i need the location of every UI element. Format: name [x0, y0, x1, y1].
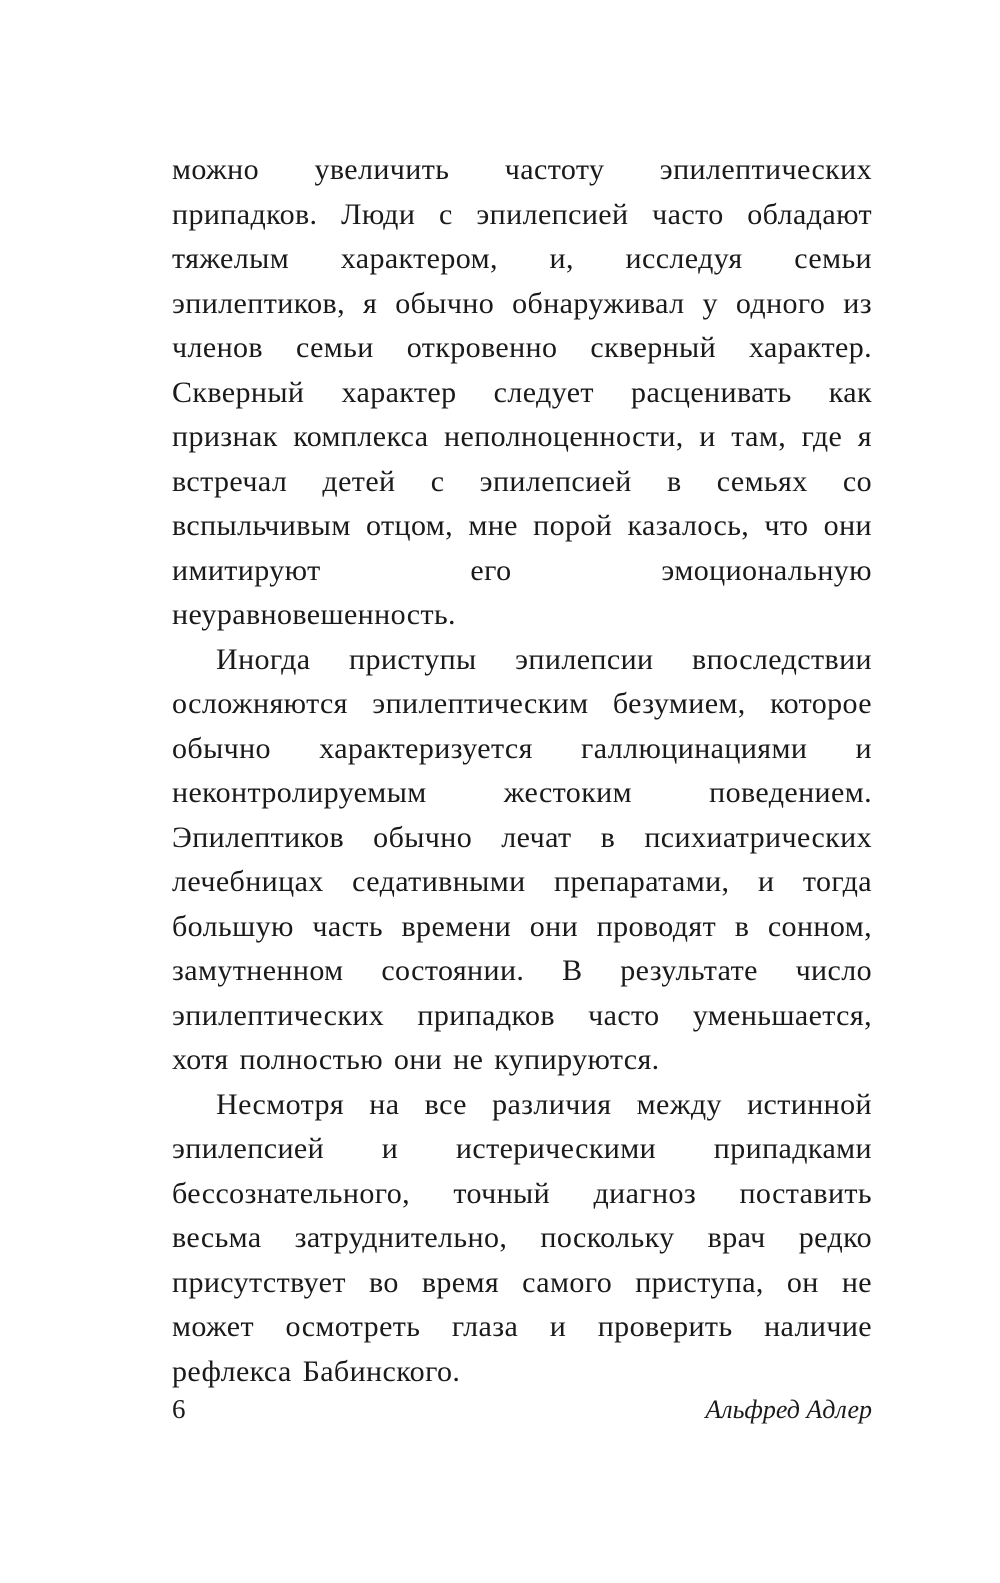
page-text-block	[172, 148, 872, 1394]
author-name: Альфред Адлер	[705, 1395, 872, 1424]
paragraph: Иногда приступы эпилепсии впоследствии осложняются эпилептическим безумием, которое обычно характеризуется галлюцинациями и неконтролируемым жестоким поведением. Эпилептиков обычно лечат в психиатрических лечебницах седативными препаратами, и тогда большую часть времени они проводят в сонном, замутненном состоянии. В результате число эпилептических припадков часто уменьшается, хотя полностью они не купируются.	[172, 642, 872, 1076]
paragraph: можно увеличить частоту эпилептических припадков. Люди с эпилепсией часто обладают тяжелым характером, и, исследуя семьи эпилептиков, я обычно обнаруживал у одного из членов семьи откровенно скверный характер. Скверный характер следует расценивать как признак комплекса неполноценности, и там, где я встречал детей с эпилепсией в семьях со вспыльчивым отцом, мне порой казалось, что они имитируют его эмоциональную неуравновешенность.	[172, 153, 872, 631]
page-number: 6	[172, 1394, 186, 1424]
page-footer	[172, 1394, 872, 1425]
paragraph: Несмотря на все различия между истинной эпилепсией и истерическими припадками бессознательного, точный диагноз поставить весьма затруднительно, поскольку врач редко присутствует во время самого приступа, он не может осмотреть глаза и проверить наличие рефлекса Бабинского.	[172, 1087, 872, 1388]
